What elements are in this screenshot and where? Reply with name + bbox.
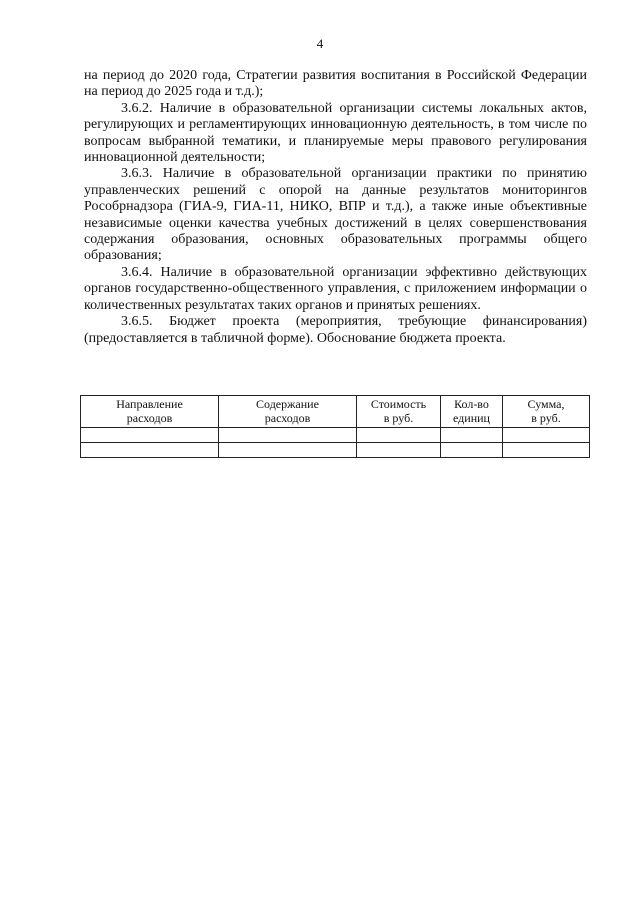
header-direction [81, 396, 219, 428]
header-sum-line1: Сумма, [527, 397, 565, 411]
table-row [81, 443, 590, 458]
header-content-line1: Содержание [256, 397, 319, 411]
paragraph-3-6-5: 3.6.5. Бюджет проекта (мероприятия, требующие финансирования) (предоставляется в табличной форме). Обоснование бюджета проекта. [84, 314, 587, 346]
table-cell [503, 443, 590, 458]
paragraph-continuation: на период до 2020 года, Стратегии развития воспитания в Российской Федерации на период до 2025 года и т.д.); [84, 68, 587, 100]
document-body [84, 68, 587, 347]
header-quantity-line2: единиц [453, 411, 490, 425]
header-quantity-line1: Кол-во [454, 397, 489, 411]
table-cell [219, 428, 357, 443]
header-content [219, 396, 357, 428]
budget-table [80, 395, 590, 458]
header-content-line2: расходов [264, 411, 311, 425]
header-direction-line1: Направление [116, 397, 183, 411]
paragraph-3-6-2: 3.6.2. Наличие в образовательной организации системы локальных актов, регулирующих и регламентирующих инновационную деятельность, в том числе по вопросам выбранной тематики, и планируемые меры правового регулирования инновационной деятельности; [84, 100, 587, 166]
paragraph-3-6-4: 3.6.4. Наличие в образовательной организации эффективно действующих органов государственно-общественного управления, с приложением информации о количественных результатах таких органов и принятых решениях. [84, 264, 587, 313]
table-row [81, 428, 590, 443]
table-cell [441, 428, 503, 443]
table-cell [441, 443, 503, 458]
header-cost-line2: в руб. [383, 411, 414, 425]
table-cell [81, 443, 219, 458]
paragraph-3-6-3: 3.6.3. Наличие в образовательной организации практики по принятию управленческих решений с опорой на данные результатов мониторингов Рособрнадзора (ГИА-9, ГИА-11, НИКО, ВПР и т.д.), а также иные объективные независимые оценки качества учебных достижений в целях совершенствования содержания образования, основных образовательных программы общего образования; [84, 166, 587, 264]
table-cell [81, 428, 219, 443]
table-cell [503, 428, 590, 443]
header-cost [357, 396, 441, 428]
table-cell [357, 443, 441, 458]
budget-table-header-row [81, 396, 590, 428]
page-number: 4 [316, 36, 324, 51]
header-direction-line2: расходов [126, 411, 173, 425]
header-sum [503, 396, 590, 428]
table-cell [357, 428, 441, 443]
header-cost-line1: Стоимость [370, 397, 427, 411]
header-quantity [441, 396, 503, 428]
header-sum-line2: в руб. [531, 411, 561, 425]
table-cell [219, 443, 357, 458]
